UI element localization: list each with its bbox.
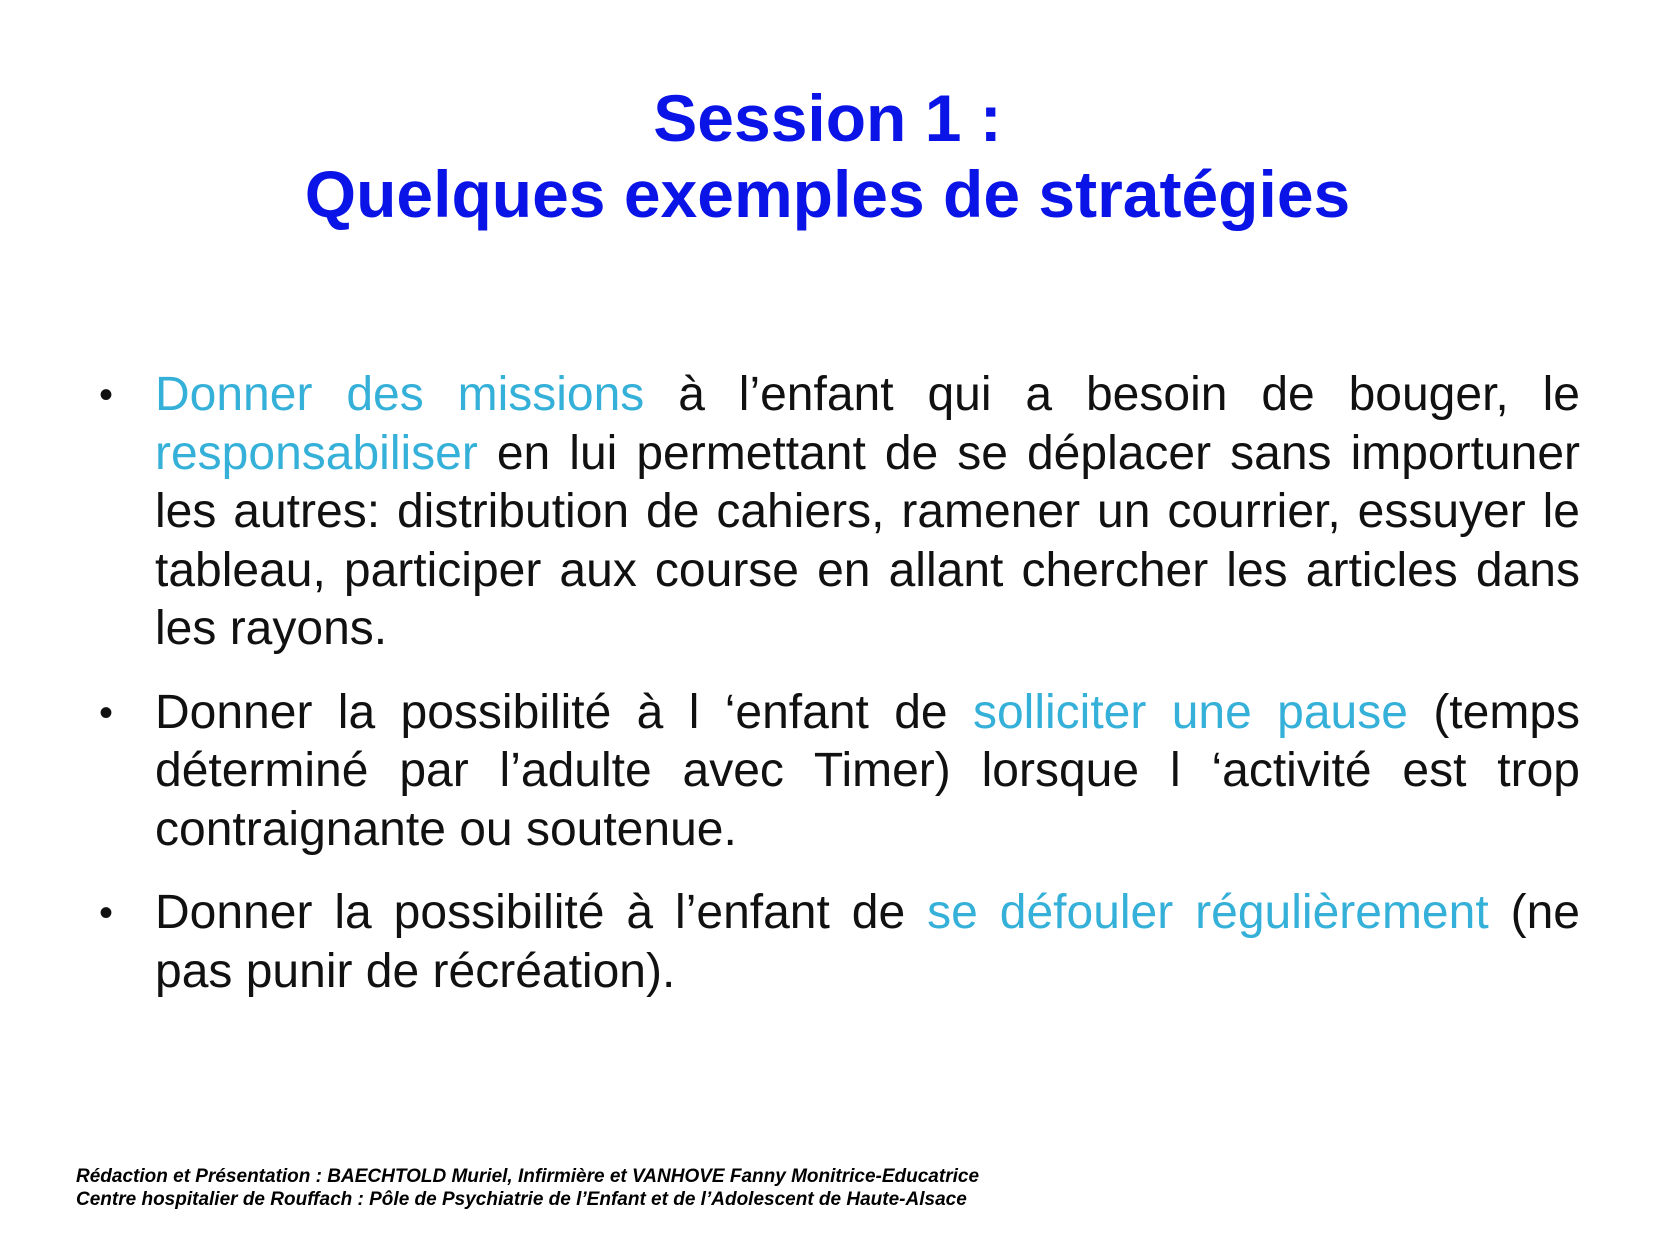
bullet-marker: • xyxy=(99,373,114,417)
footer-line-2: Centre hospitalier de Rouffach : Pôle de Psychiatrie de l’Enfant et de l’Adolescent de Haute-Alsace xyxy=(76,1189,967,1210)
bullet-marker: • xyxy=(99,690,114,735)
bullet-2-text-b: (temps déterminé par l’adulte avec Timer) lorsque l ‘activité est trop contraignante ou soutenue. xyxy=(155,685,1581,856)
bullet-item-missions xyxy=(99,366,1580,659)
bullet-2-highlight-pause: solliciter une pause xyxy=(972,685,1408,739)
bullet-list xyxy=(0,366,1655,1001)
bullet-1-text-b: en lui permettant de se déplacer sans importuner les autres: distribution de cahiers, ramener un courrier, essuyer le tableau, participer aux course en allant chercher les articles dans les rayons. xyxy=(155,426,1580,655)
bullet-item-defouler xyxy=(99,884,1580,1001)
bullet-3-text-b: (ne pas punir de récréation). xyxy=(155,886,1580,998)
bullet-1-text-a: à l’enfant qui a besoin de bouger, le xyxy=(644,368,1580,421)
footer-line-1: Rédaction et Présentation : BAECHTOLD Muriel, Infirmière et VANHOVE Fanny Monitrice-Educatrice xyxy=(76,1166,980,1187)
bullet-2-text-a: Donner la possibilité à l ‘enfant de xyxy=(155,685,973,739)
bullet-1-highlight-missions: Donner des missions xyxy=(155,368,645,421)
slide-title xyxy=(0,80,1655,232)
bullet-1-highlight-responsabiliser: responsabiliser xyxy=(155,426,478,480)
bullet-3-highlight-defouler: se défouler régulièrement xyxy=(927,886,1489,939)
footer-credits xyxy=(76,1165,979,1211)
bullet-item-pause xyxy=(99,684,1581,860)
title-line-2: Quelques exemples de stratégies xyxy=(304,157,1351,231)
title-line-1: Session 1 : xyxy=(653,81,1002,155)
bullet-3-text-a: Donner la possibilité à l’enfant de xyxy=(155,886,928,939)
bullet-marker: • xyxy=(99,891,114,935)
